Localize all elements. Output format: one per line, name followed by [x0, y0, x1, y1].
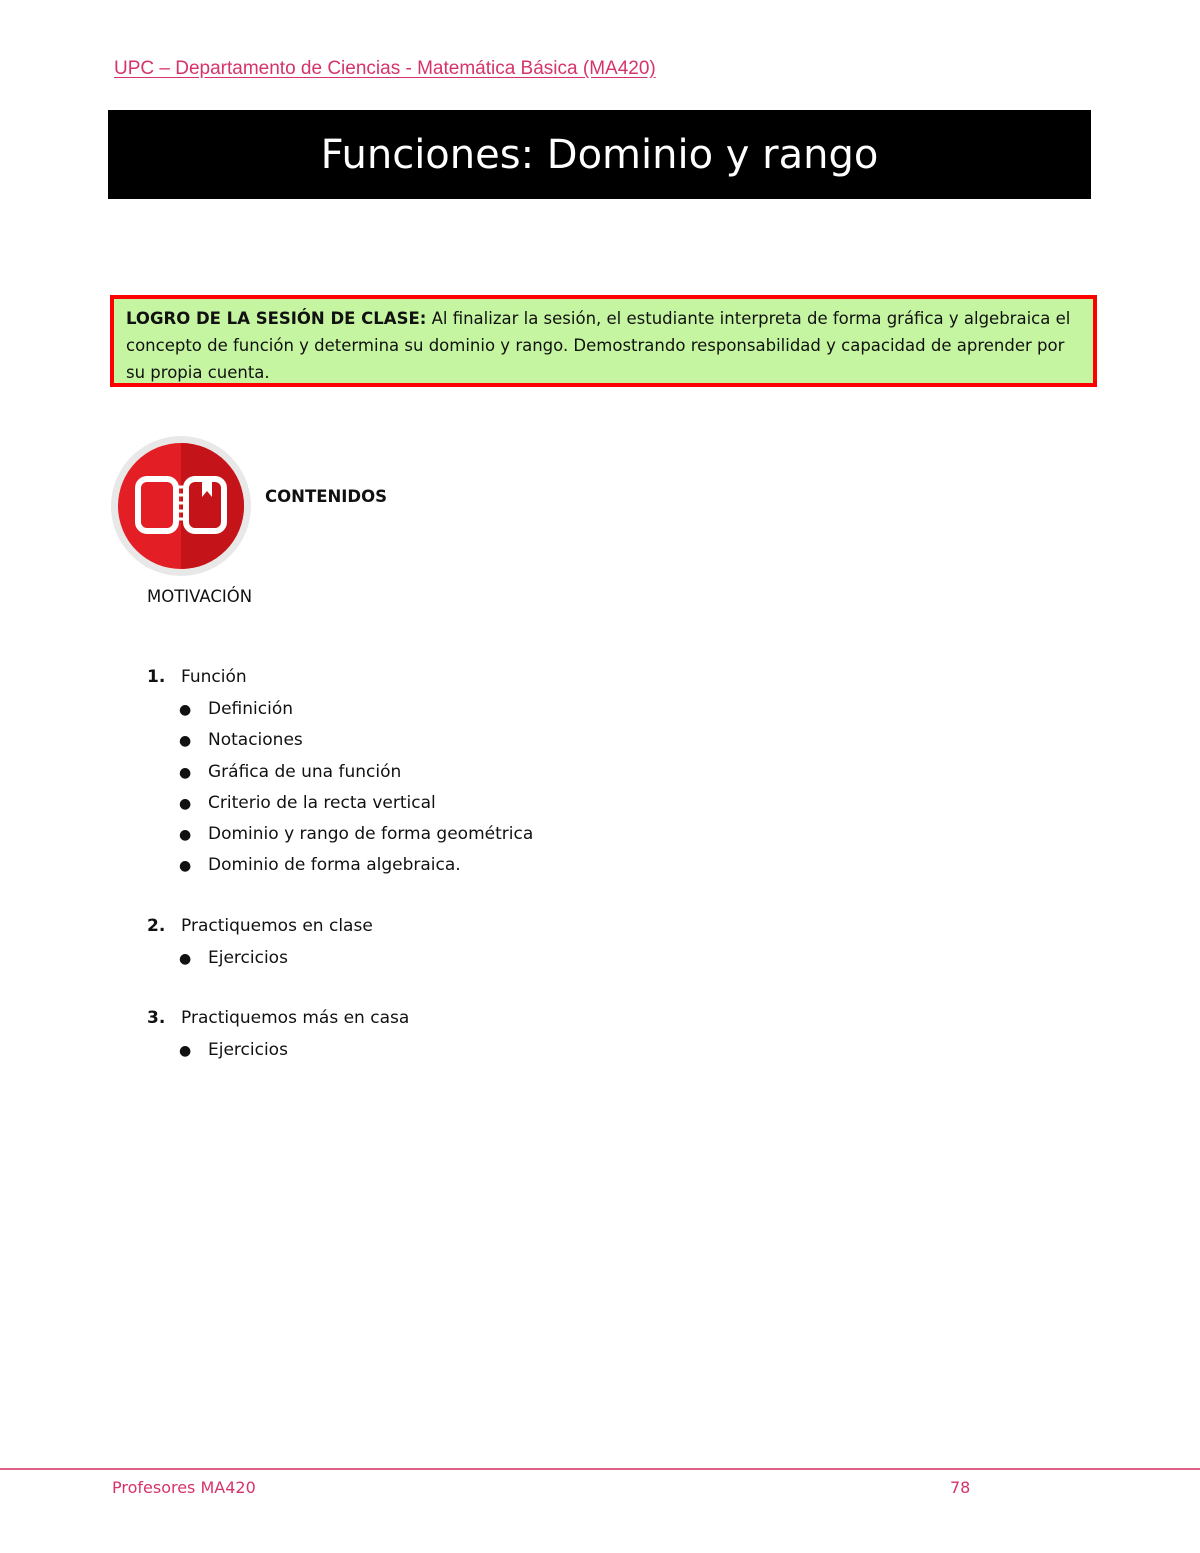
bullet-icon: ●: [179, 951, 192, 967]
bullet-icon: ●: [179, 1043, 192, 1059]
section-3-title: [147, 1008, 409, 1028]
section-1-title: [147, 667, 247, 687]
list-item: [179, 819, 533, 850]
section-3-items: [179, 1035, 288, 1066]
section-1-items: [179, 694, 533, 882]
footer-divider: [0, 1468, 1200, 1470]
bullet-icon: ●: [179, 827, 192, 844]
page-title: Funciones: Dominio y rango: [320, 131, 879, 178]
bullet-icon: ●: [179, 764, 192, 781]
list-item-label: Criterio de la recta vertical: [208, 792, 436, 813]
section-label: Practiquemos en clase: [181, 916, 373, 936]
section-label: Practiquemos más en casa: [181, 1008, 410, 1028]
contents-heading: CONTENIDOS: [265, 487, 388, 506]
book-icon: [110, 435, 252, 577]
bullet-icon: ●: [179, 795, 192, 812]
section-2-items: [179, 943, 288, 974]
page-number: 78: [950, 1478, 971, 1497]
list-item-label: Dominio de forma algebraica.: [208, 855, 461, 876]
list-item: [179, 694, 533, 725]
list-item: [179, 788, 533, 819]
motivation-heading: MOTIVACIÓN: [147, 587, 253, 606]
section-number: 3.: [147, 1008, 166, 1028]
section-2-title: [147, 916, 373, 936]
document-header: UPC – Departamento de Ciencias - Matemática Básica (MA420): [114, 58, 656, 79]
session-goal-text: Al finalizar la sesión, el estudiante interpreta de forma gráfica y algebraica el concepto de función y determina su dominio y rango. Demostrando responsabilidad y capacidad de aprender por su propia cuenta.: [126, 309, 1071, 382]
bullet-icon: ●: [179, 702, 192, 718]
title-banner: [108, 110, 1091, 199]
footer-author: Profesores MA420: [112, 1478, 256, 1497]
session-goal-box: [110, 295, 1097, 387]
list-item: [179, 725, 533, 756]
list-item: [179, 757, 533, 788]
session-goal-label: LOGRO DE LA SESIÓN DE CLASE:: [126, 309, 427, 328]
bullet-icon: ●: [179, 858, 192, 875]
section-number: 2.: [147, 916, 166, 936]
list-item: [179, 943, 288, 974]
list-item-label: Definición: [208, 699, 293, 719]
list-item-label: Ejercicios: [208, 1040, 288, 1060]
list-item-label: Notaciones: [208, 730, 303, 751]
list-item-label: Dominio y rango de forma geométrica: [208, 824, 534, 845]
list-item: [179, 850, 533, 881]
list-item-label: Ejercicios: [208, 948, 288, 968]
list-item-label: Gráfica de una función: [208, 761, 402, 782]
section-label: Función: [181, 667, 247, 687]
section-number: 1.: [147, 667, 166, 687]
bullet-icon: ●: [179, 733, 192, 750]
list-item: [179, 1035, 288, 1066]
